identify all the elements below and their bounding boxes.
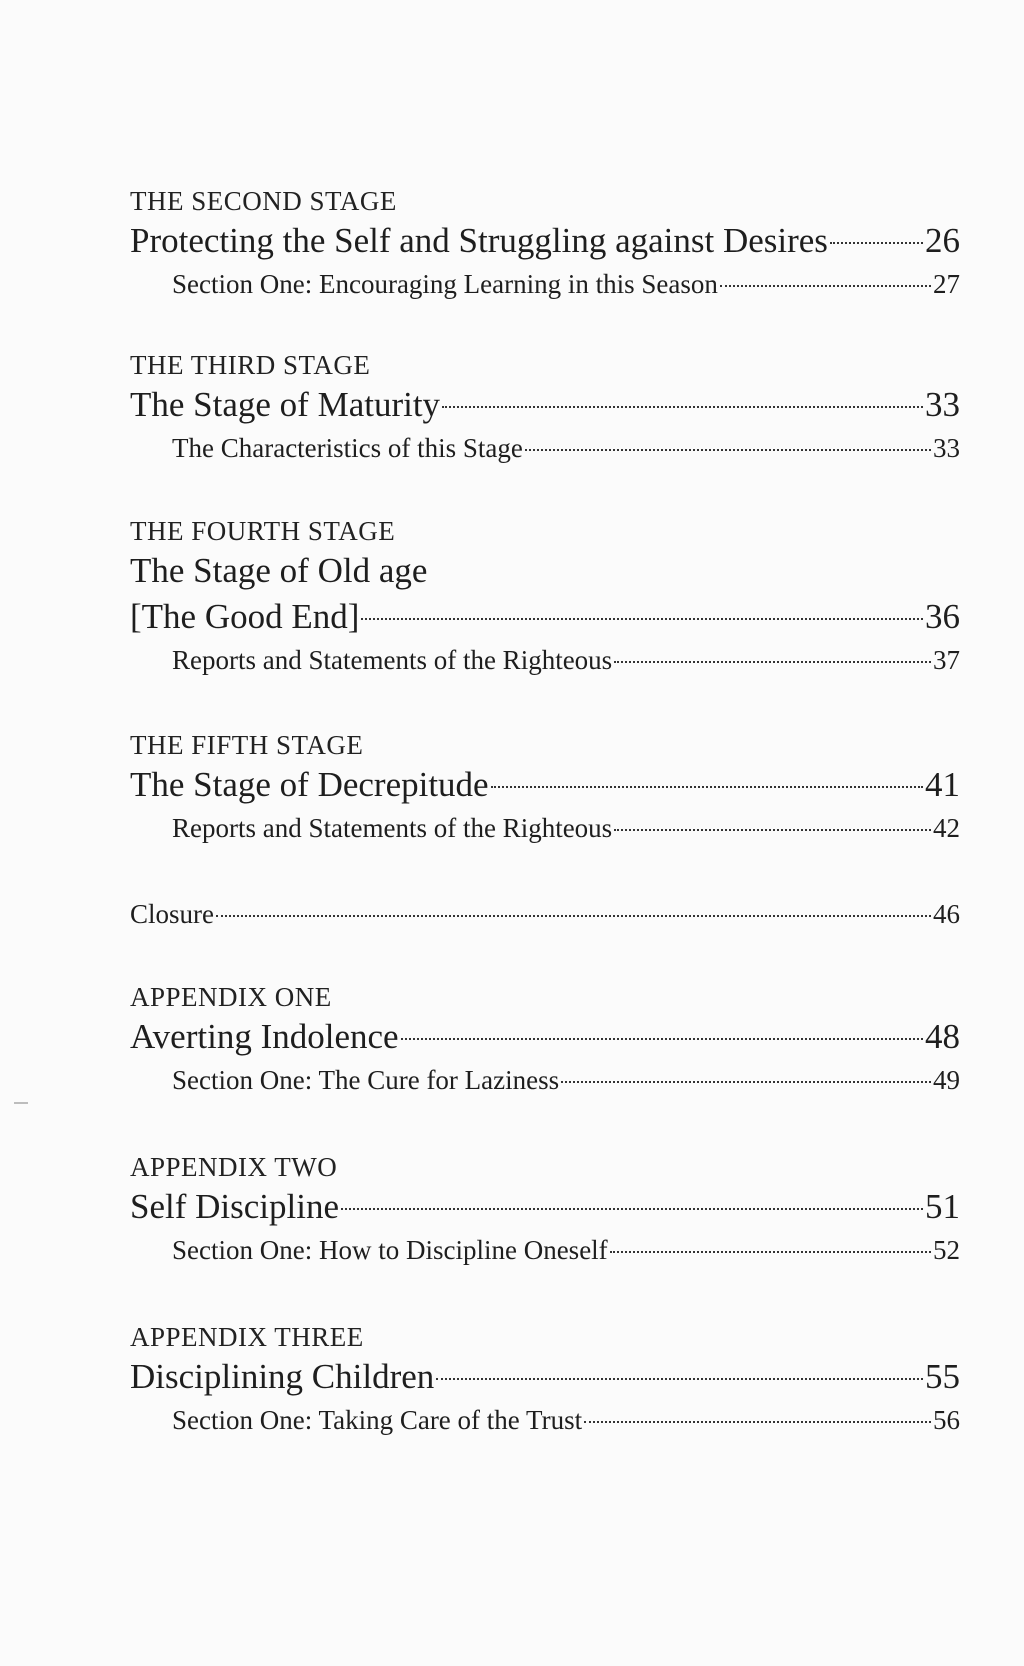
toc-sub-entry[interactable] [130, 640, 960, 680]
entry-title: The Stage of Decrepitude [130, 765, 489, 804]
dot-leader [561, 1081, 931, 1083]
entry-title: Section One: The Cure for Laziness [172, 1065, 560, 1095]
margin-mark [14, 1102, 28, 1104]
toc-section-appendix-one [130, 980, 960, 1100]
toc-section-fifth-stage [130, 728, 960, 848]
stage-label: THE FIFTH STAGE [130, 730, 364, 760]
toc-sub-entry[interactable] [130, 808, 960, 848]
toc-closure-entry[interactable] [130, 896, 960, 932]
entry-title: Averting Indolence [130, 1017, 399, 1056]
toc-sub-entry[interactable] [130, 264, 960, 304]
entry-title: [The Good End] [130, 597, 360, 636]
stage-label: THE SECOND STAGE [130, 186, 397, 216]
toc-sub-entry[interactable] [130, 1060, 960, 1100]
page-number: 33 [925, 385, 960, 424]
page-number: 36 [925, 597, 960, 636]
entry-title: Reports and Statements of the Righteous [172, 645, 613, 675]
entry-title: Closure [130, 899, 214, 929]
dot-leader [442, 406, 923, 408]
entry-title: Section One: Encouraging Learning in this Season [172, 269, 718, 299]
toc-main-entry[interactable] [130, 1184, 960, 1230]
dot-leader [830, 242, 923, 244]
page-number: 52 [933, 1235, 960, 1265]
toc-sub-entry[interactable] [130, 428, 960, 468]
toc-sub-entry[interactable] [130, 1400, 960, 1440]
page-number: 33 [933, 433, 960, 463]
toc-section-second-stage [130, 184, 960, 304]
page-number: 55 [925, 1357, 960, 1396]
toc-section-appendix-two [130, 1150, 960, 1270]
page-number: 49 [933, 1065, 960, 1095]
dot-leader [614, 829, 931, 831]
dot-leader [525, 449, 931, 451]
page-number: 41 [925, 765, 960, 804]
entry-title: Protecting the Self and Struggling against Desires [130, 221, 828, 260]
page-number: 51 [925, 1187, 960, 1226]
entry-title: The Stage of Maturity [130, 385, 441, 424]
page-number: 48 [925, 1017, 960, 1056]
toc-section-closure [130, 896, 960, 932]
stage-label: THE FOURTH STAGE [130, 516, 396, 546]
page-number: 46 [933, 899, 960, 929]
toc-main-entry[interactable] [130, 1014, 960, 1060]
entry-title-first-line[interactable]: The Stage of Old age [130, 551, 428, 590]
page-number: 56 [933, 1405, 960, 1435]
dot-leader [401, 1038, 923, 1040]
page-number: 27 [933, 269, 960, 299]
page-number: 37 [933, 645, 960, 675]
toc-section-third-stage [130, 348, 960, 468]
stage-label: APPENDIX THREE [130, 1322, 364, 1352]
page-number: 26 [925, 221, 960, 260]
dot-leader [361, 618, 923, 620]
dot-leader [610, 1251, 931, 1253]
toc-main-entry[interactable] [130, 1354, 960, 1400]
stage-label: APPENDIX ONE [130, 982, 332, 1012]
dot-leader [341, 1208, 923, 1210]
toc-section-fourth-stage [130, 514, 960, 680]
dot-leader [614, 661, 931, 663]
toc-sub-entry[interactable] [130, 1230, 960, 1270]
entry-title: The Characteristics of this Stage [172, 433, 523, 463]
toc-main-entry[interactable] [130, 762, 960, 808]
dot-leader [491, 786, 923, 788]
entry-title: Disciplining Children [130, 1357, 435, 1396]
dot-leader [584, 1421, 931, 1423]
page-number: 42 [933, 813, 960, 843]
entry-title: Section One: How to Discipline Oneself [172, 1235, 608, 1265]
dot-leader [216, 915, 931, 917]
stage-label: APPENDIX TWO [130, 1152, 338, 1182]
entry-title: Reports and Statements of the Righteous [172, 813, 613, 843]
toc-main-entry[interactable] [130, 382, 960, 428]
dot-leader [720, 285, 931, 287]
stage-label: THE THIRD STAGE [130, 350, 371, 380]
entry-title: Self Discipline [130, 1187, 339, 1226]
toc-main-entry[interactable] [130, 218, 960, 264]
toc-section-appendix-three [130, 1320, 960, 1440]
toc-main-entry[interactable] [130, 594, 960, 640]
entry-title: Section One: Taking Care of the Trust [172, 1405, 583, 1435]
dot-leader [436, 1378, 923, 1380]
